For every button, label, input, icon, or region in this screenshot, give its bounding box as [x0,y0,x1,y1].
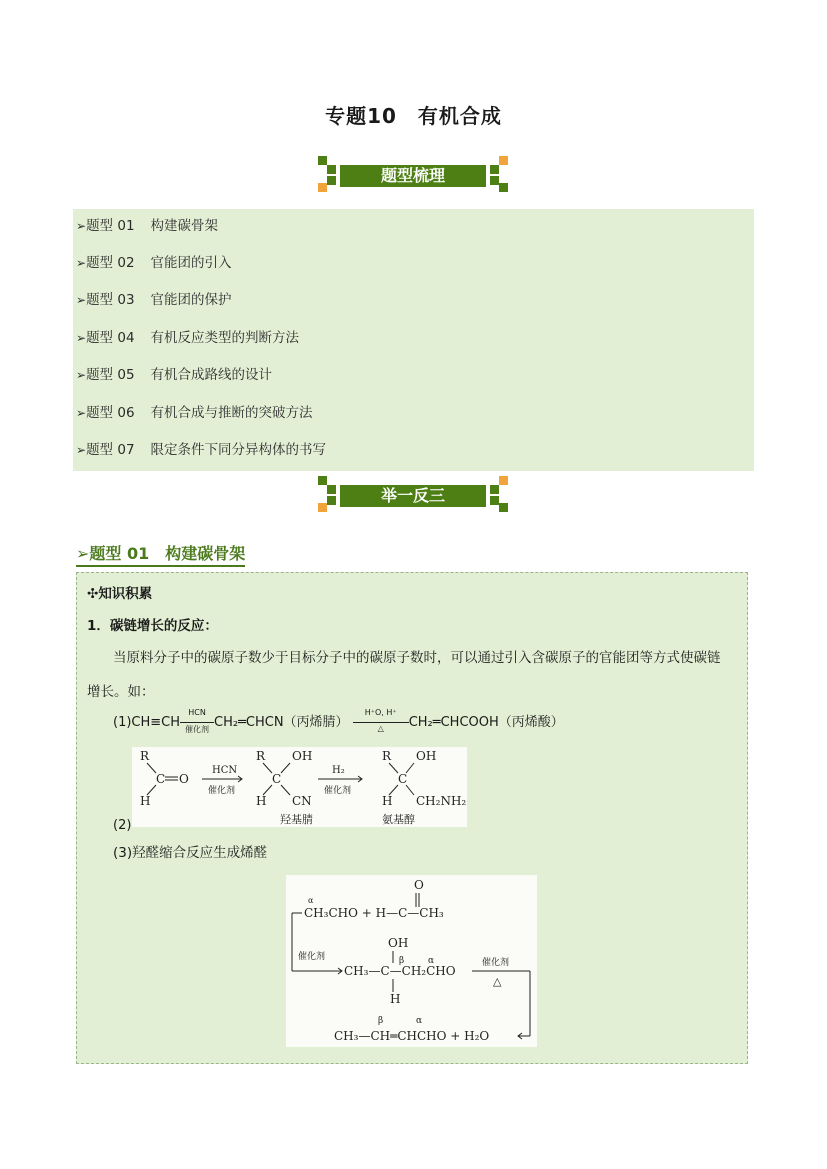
group-label: CN [292,794,312,808]
arrow-icon: ➢ [76,219,87,233]
reaction-diagram-3 [286,875,537,1047]
banner-decoration [499,183,508,192]
compound-name: 氨基醇 [382,813,415,826]
alpha-label: α [416,1016,423,1026]
bond [147,763,156,773]
toc-item[interactable]: ➢题型 07 限定条件下同分异构体的书写 [76,442,327,458]
catalyst-label: 催化剂 [298,952,326,962]
paragraph: 当原料分子中的碳原子数少于目标分子中的碳原子数时，可以通过引入含碳原子的官能团等方式使碳链 [113,650,721,666]
beta-label: β [378,1016,384,1026]
reagent-label: H₂ [332,765,345,776]
toc-item[interactable]: ➢题型 02 官能团的引入 [76,255,232,271]
reaction-2-label: (2) [113,818,132,833]
bond [406,785,414,795]
atom-label: C [272,772,282,786]
banner-decoration [327,165,336,174]
knowledge-box [76,572,748,1064]
banner-decoration [499,476,508,485]
banner-decoration [499,503,508,512]
arrow-icon: ➢ [76,293,87,307]
bond [147,785,156,795]
banner-section-overview [318,156,508,194]
toc-item[interactable]: ➢题型 05 有机合成路线的设计 [76,367,273,383]
formula-text: CH₃—C—CH₂CHO [344,964,456,978]
banner-decoration [490,176,499,185]
reaction-3-label: (3)羟醛缩合反应生成烯醛 [113,845,268,861]
arrow-icon: ➢ [76,406,87,420]
toc-list [73,209,754,471]
banner-decoration [318,183,327,192]
sparkle-icon: ✣ [87,586,99,602]
arrow-icon: ➢ [76,256,87,270]
toc-item[interactable]: ➢题型 06 有机合成与推断的突破方法 [76,405,313,421]
toc-item[interactable]: ➢题型 04 有机反应类型的判断方法 [76,330,300,346]
arrow-icon: ➢ [76,368,87,382]
alpha-label: α [428,956,435,966]
delta-label: △ [493,975,502,988]
arrow-icon: ➢ [76,443,87,457]
banner-section-practice [318,476,508,514]
atom-label: H [140,794,151,808]
atom-label: C [156,772,166,786]
banner-decoration [490,485,499,494]
group-label: CH₂NH₂ [416,794,467,808]
arrow-icon: ➢ [76,544,90,563]
banner-title: 题型梳理 [340,165,486,187]
formula-text: CH₃—CH═CHCHO + H₂O [334,1029,490,1043]
section-heading: ➢题型 01 构建碳骨架 [76,541,245,567]
page-title: 专题10 有机合成 [325,104,502,128]
reaction-3-svg [286,875,537,1047]
catalyst-label: 催化剂 [208,786,236,796]
paragraph: 增长。如： [87,684,155,700]
reaction-equation-1: (1)CH≡CH HCN 催化剂 CH₂═CHCN（丙烯腈） H⁺O, H⁺ △ CH₂═CHCOOH（丙烯酸） [113,707,564,734]
reaction-diagram-2 [132,747,467,827]
banner-decoration [499,156,508,165]
knowledge-title: ✣知识积累 [87,586,153,602]
bond [281,763,290,773]
banner-title: 举一反三 [340,485,486,507]
reaction-arrow: H⁺O, H⁺ △ [353,716,409,730]
atom-label: O [179,772,189,786]
chain-growth-title: 1．碳链增长的反应： [87,618,218,634]
bond [281,785,290,795]
catalyst-label: 催化剂 [482,958,510,968]
group-label: OH [416,749,437,763]
atom-label: O [414,878,424,892]
toc-item[interactable]: ➢题型 03 官能团的保护 [76,292,232,308]
banner-decoration [318,476,327,485]
banner-decoration [318,503,327,512]
bond [406,763,414,773]
atom-label: C [398,772,408,786]
atom-label: H [390,992,401,1006]
bond [263,785,272,795]
banner-decoration [490,496,499,505]
reagent-label: HCN [212,765,238,776]
bond [389,763,398,773]
banner-decoration [327,485,336,494]
formula-text: CH₃CHO + H—C—CH₃ [304,906,444,920]
beta-label: β [399,956,405,966]
compound-name: 羟基腈 [280,813,313,826]
atom-label: H [256,794,267,808]
group-label: OH [388,936,409,950]
banner-decoration [490,165,499,174]
atom-label: H [382,794,393,808]
alpha-label: α [308,896,314,905]
atom-label: R [140,749,150,763]
atom-label: R [256,749,266,763]
atom-label: R [382,749,392,763]
banner-decoration [318,156,327,165]
group-label: OH [292,749,313,763]
reaction-arrow: HCN 催化剂 [180,716,214,730]
bond [389,785,398,795]
reaction-2-svg [132,747,467,827]
toc-item[interactable]: ➢题型 01 构建碳骨架 [76,218,219,234]
arrow-icon: ➢ [76,331,87,345]
banner-decoration [327,176,336,185]
banner-decoration [327,496,336,505]
bond [263,763,272,773]
catalyst-label: 催化剂 [324,786,352,796]
